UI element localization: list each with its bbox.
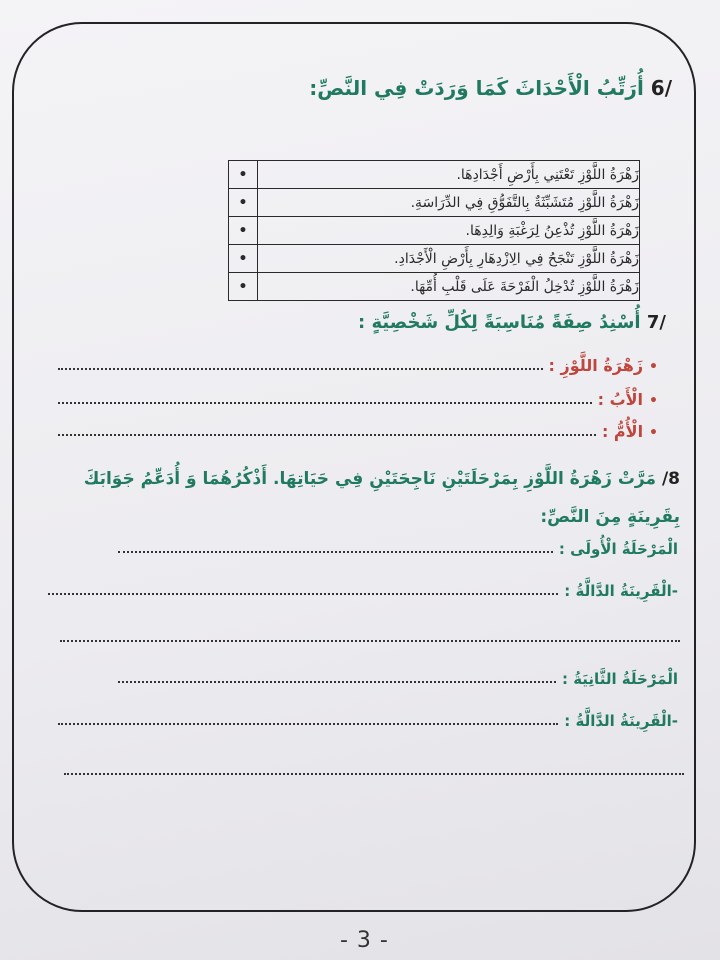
evidence-1-row xyxy=(48,582,678,600)
character-row-father xyxy=(58,390,658,409)
answer-line[interactable] xyxy=(58,723,558,725)
stage-1-label: الْمَرْحَلَةُ الْأُولَى : xyxy=(558,540,678,558)
answer-line-extra-1[interactable] xyxy=(60,640,680,642)
event-text: زَهْرَةُ اللَّوْزِ تُذْعِنُ لِرَغْبَةِ وَالِدِهَا. xyxy=(258,217,640,245)
order-cell[interactable]: • xyxy=(229,161,258,189)
evidence-2-row xyxy=(58,712,678,730)
question-8-number: 8/ xyxy=(661,469,680,489)
evidence-1-label: -الْقَرِينَةُ الدَّالَّةُ : xyxy=(564,582,678,600)
table-row xyxy=(229,273,640,301)
table-row xyxy=(229,189,640,217)
answer-line[interactable] xyxy=(48,593,558,595)
bullet-icon: • xyxy=(649,393,658,409)
answer-line-extra-2[interactable] xyxy=(64,773,684,775)
question-8-title xyxy=(40,460,680,536)
event-text: زَهْرَةُ اللَّوْزِ تَعْتَنِي بِأَرْضِ أَجْدَادِهَا. xyxy=(258,161,640,189)
table-row xyxy=(229,217,640,245)
question-8-text: مَرَّتْ زَهْرَةُ اللَّوْزِ بِمَرْحَلَتَيْنِ نَاجِحَتَيْنِ فِي حَيَاتِهَا. أَذْكُرُهُمَا وَ أُدَعِّمُ جَوَابَكَ بِقَرِينَةٍ مِنَ النَّصِّ: xyxy=(83,469,680,527)
evidence-2-label: -الْقَرِينَةُ الدَّالَّةُ : xyxy=(564,712,678,730)
answer-line[interactable] xyxy=(58,402,592,404)
order-cell[interactable]: • xyxy=(229,273,258,301)
answer-line[interactable] xyxy=(58,368,543,370)
event-text: زَهْرَةُ اللَّوْزِ تُدْخِلُ الْفَرْحَةَ عَلَى قَلْبِ أُمِّهَا. xyxy=(258,273,640,301)
event-text: زَهْرَةُ اللَّوْزِ مُتَشَبِّثَةٌ بِالتَّفَوُّقِ فِي الدِّرَاسَةِ. xyxy=(258,189,640,217)
bullet-icon: • xyxy=(649,359,658,375)
answer-line[interactable] xyxy=(58,434,596,436)
answer-line[interactable] xyxy=(118,681,556,683)
events-table xyxy=(228,160,640,301)
stage-1-row xyxy=(118,540,678,558)
character-label: الْأَبُ : xyxy=(597,390,644,409)
question-7-number: /7 xyxy=(646,312,666,333)
order-cell[interactable]: • xyxy=(229,217,258,245)
question-6-text: أُرَتِّبُ الْأَحْدَاثَ كَمَا وَرَدَتْ فِي النَّصِّ: xyxy=(309,76,644,100)
question-6-number: /6 xyxy=(650,76,672,100)
stage-2-row xyxy=(118,670,678,688)
order-cell[interactable]: • xyxy=(229,189,258,217)
question-7-text: أُسْنِدُ صِفَةً مُنَاسِبَةً لِكُلِّ شَخْصِيَّةٍ : xyxy=(358,312,641,333)
character-row-almond-blossom xyxy=(58,356,658,375)
character-row-mother xyxy=(58,422,658,441)
bullet-icon: • xyxy=(649,425,658,441)
question-6-title xyxy=(309,76,672,100)
page-number: - 3 - xyxy=(340,928,389,953)
stage-2-label: الْمَرْحَلَةُ الثَّانِيَةُ : xyxy=(561,670,678,688)
character-label: زَهْرَةُ اللَّوْزِ : xyxy=(548,356,644,375)
event-text: زَهْرَةُ اللَّوْزِ تَنْجَحُ فِي الِازْدِهَارِ بِأَرْضِ الْأَجْدَادِ. xyxy=(258,245,640,273)
table-row xyxy=(229,161,640,189)
answer-line[interactable] xyxy=(118,551,553,553)
question-7-title xyxy=(358,312,666,333)
table-row xyxy=(229,245,640,273)
character-label: الْأُمُّ : xyxy=(601,422,644,441)
order-cell[interactable]: • xyxy=(229,245,258,273)
